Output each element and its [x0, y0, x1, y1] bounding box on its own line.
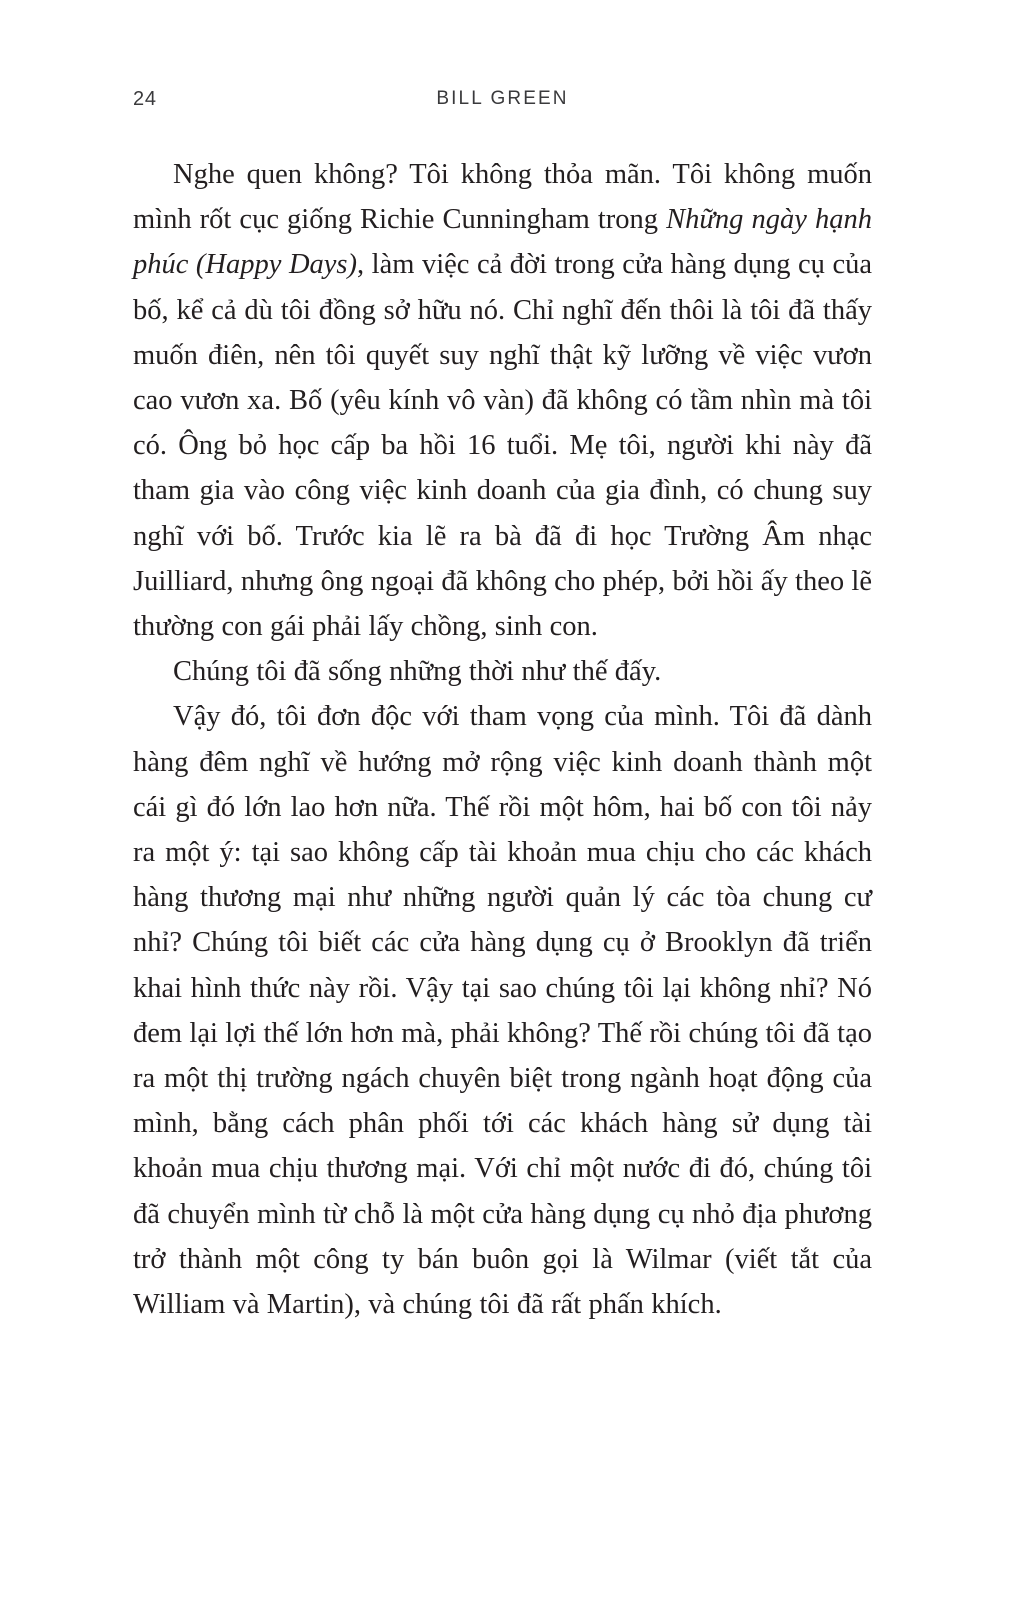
paragraph: Chúng tôi đã sống những thời như thế đấy.	[173, 656, 662, 688]
body-text-block	[133, 152, 872, 1327]
work-title-italic: Những ngày hạnh phúc (Happy Days)	[133, 204, 872, 281]
running-header	[133, 82, 872, 116]
running-title: BILL GREEN	[436, 88, 569, 109]
paragraph: Vậy đó, tôi đơn độc với tham vọng của mình. Tôi đã dành hàng đêm nghĩ về hướng mở rộng việc kinh doanh thành một cái gì đó lớn lao hơn nữa. Thế rồi một hôm, hai bố con tôi nảy ra một ý: tại sao không cấp tài khoản mua chịu cho các khách hàng thương mại như những người quản lý các tòa chung cư nhỉ? Chúng tôi biết các cửa hàng dụng cụ ở Brooklyn đã triển khai hình thức này rồi. Vậy tại sao chúng tôi lại không nhỉ? Nó đem lại lợi thế lớn hơn mà, phải không? Thế rồi chúng tôi đã tạo ra một thị trường ngách chuyên biệt trong ngành hoạt động của mình, bằng cách phân phối tới các khách hàng sử dụng tài khoản mua chịu thương mại. Với chỉ một nước đi đó, chúng tôi đã chuyển mình từ chỗ là một cửa hàng dụng cụ nhỏ địa phương trở thành một công ty bán buôn gọi là Wilmar (viết tắt của William và Martin), và chúng tôi đã rất phấn khích.	[133, 701, 872, 1321]
page-number: 24	[133, 88, 157, 110]
paragraph: Nghe quen không? Tôi không thỏa mãn. Tôi không muốn mình rốt cục giống Richie Cunningham trong Những ngày hạnh phúc (Happy Days), làm việc cả đời trong cửa hàng dụng cụ của bố, kể cả dù tôi đồng sở hữu nó. Chỉ nghĩ đến thôi là tôi đã thấy muốn điên, nên tôi quyết suy nghĩ thật kỹ lưỡng về việc vươn cao vươn xa. Bố (yêu kính vô vàn) đã không có tầm nhìn mà tôi có. Ông bỏ học cấp ba hồi 16 tuổi. Mẹ tôi, người khi này đã tham gia vào công việc kinh doanh của gia đình, có chung suy nghĩ với bố. Trước kia lẽ ra bà đã đi học Trường Âm nhạc Juilliard, nhưng ông ngoại đã không cho phép, bởi hồi ấy theo lẽ thường con gái phải lấy chồng, sinh con.	[133, 159, 872, 643]
